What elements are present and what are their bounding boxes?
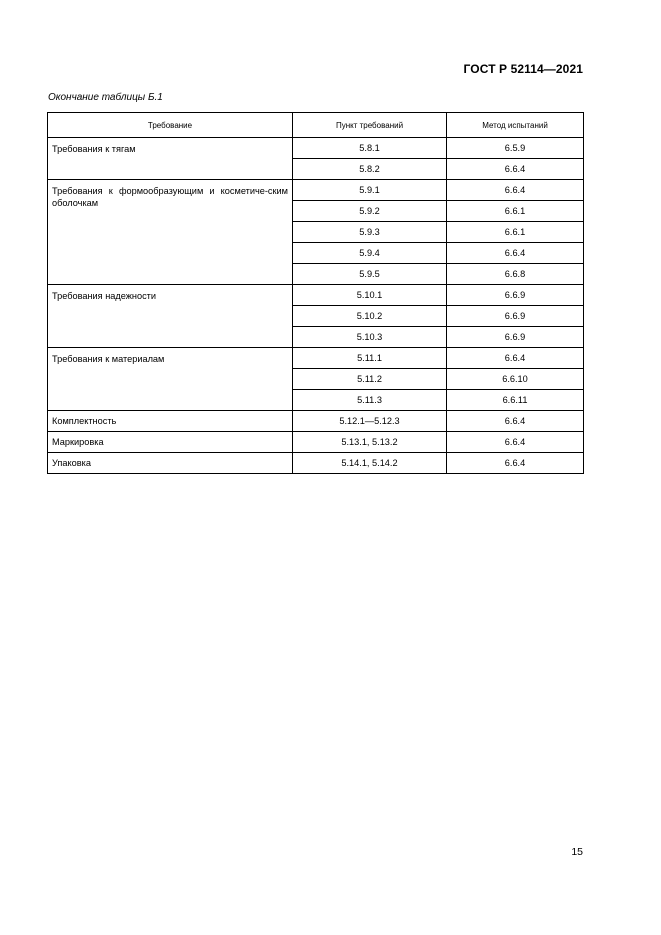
clause-cell: 5.9.5	[293, 264, 447, 285]
method-cell: 6.6.4	[447, 243, 584, 264]
table-header-row	[48, 113, 584, 138]
requirement-cell: Требования надежности	[48, 285, 293, 348]
table-caption: Окончание таблицы Б.1	[48, 92, 163, 103]
method-cell: 6.6.10	[447, 369, 584, 390]
clause-cell: 5.8.1	[293, 138, 447, 159]
method-cell: 6.6.11	[447, 390, 584, 411]
method-cell: 6.6.1	[447, 222, 584, 243]
requirement-cell: Требования к формообразующим и косметиче-ским оболочкам	[48, 180, 293, 285]
clause-cell: 5.11.3	[293, 390, 447, 411]
page-number: 15	[571, 846, 583, 858]
method-cell: 6.6.4	[447, 411, 584, 432]
clause-cell: 5.13.1, 5.13.2	[293, 432, 447, 453]
table-body	[48, 138, 584, 474]
method-cell: 6.6.4	[447, 159, 584, 180]
clause-cell: 5.10.1	[293, 285, 447, 306]
table-row	[48, 411, 584, 432]
table-row	[48, 285, 584, 306]
clause-cell: 5.9.4	[293, 243, 447, 264]
clause-cell: 5.9.2	[293, 201, 447, 222]
clause-cell: 5.12.1—5.12.3	[293, 411, 447, 432]
clause-cell: 5.8.2	[293, 159, 447, 180]
method-cell: 6.6.4	[447, 180, 584, 201]
clause-cell: 5.11.2	[293, 369, 447, 390]
requirement-cell: Маркировка	[48, 432, 293, 453]
table-row	[48, 180, 584, 201]
method-cell: 6.6.9	[447, 327, 584, 348]
method-cell: 6.6.9	[447, 285, 584, 306]
column-header-requirement: Требование	[48, 113, 293, 138]
requirements-table	[47, 112, 584, 474]
method-cell: 6.6.1	[447, 201, 584, 222]
method-cell: 6.6.8	[447, 264, 584, 285]
table-row	[48, 348, 584, 369]
clause-cell: 5.9.1	[293, 180, 447, 201]
requirement-cell: Требования к тягам	[48, 138, 293, 180]
clause-cell: 5.10.2	[293, 306, 447, 327]
method-cell: 6.6.4	[447, 348, 584, 369]
method-cell: 6.6.4	[447, 432, 584, 453]
requirement-cell: Требования к материалам	[48, 348, 293, 411]
method-cell: 6.5.9	[447, 138, 584, 159]
method-cell: 6.6.4	[447, 453, 584, 474]
table-row	[48, 453, 584, 474]
requirement-cell: Упаковка	[48, 453, 293, 474]
requirement-cell: Комплектность	[48, 411, 293, 432]
column-header-method: Метод испытаний	[447, 113, 584, 138]
clause-cell: 5.9.3	[293, 222, 447, 243]
method-cell: 6.6.9	[447, 306, 584, 327]
clause-cell: 5.10.3	[293, 327, 447, 348]
table-row	[48, 138, 584, 159]
clause-cell: 5.11.1	[293, 348, 447, 369]
document-code: ГОСТ Р 52114—2021	[463, 62, 583, 76]
column-header-clause: Пункт требований	[293, 113, 447, 138]
clause-cell: 5.14.1, 5.14.2	[293, 453, 447, 474]
table-row	[48, 432, 584, 453]
